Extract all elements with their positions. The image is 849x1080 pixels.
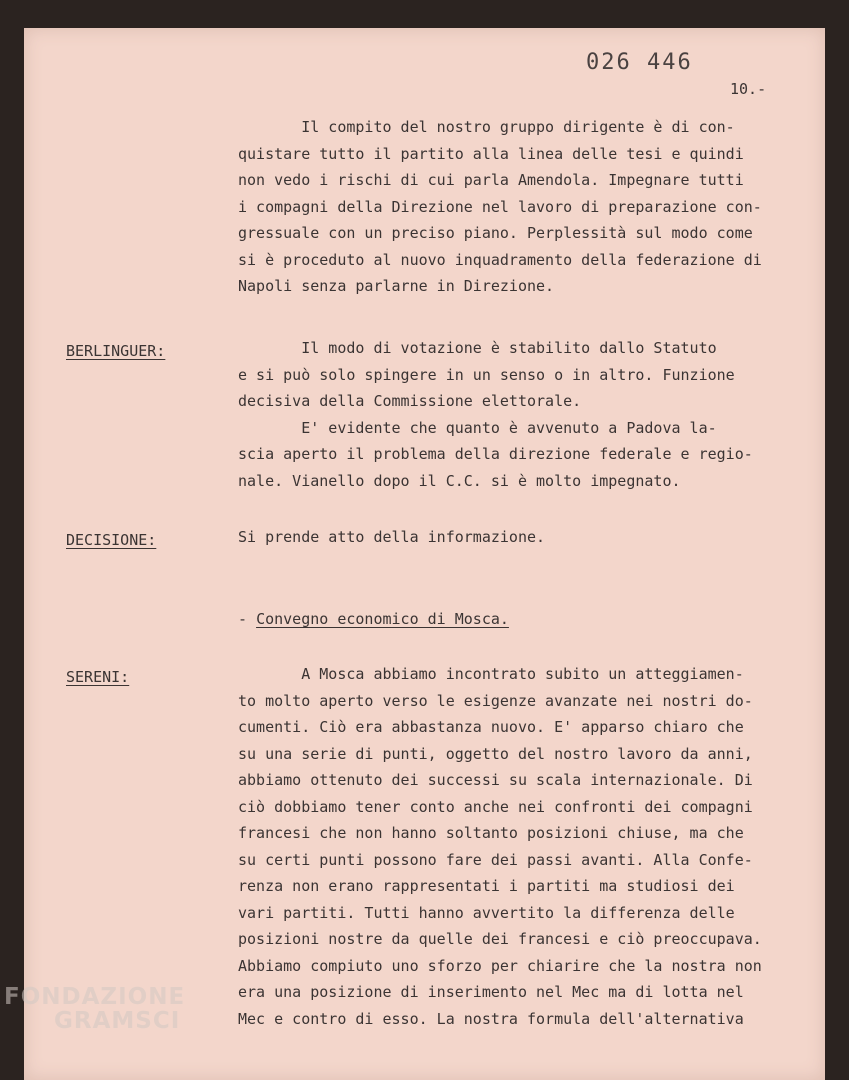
text-line: vari partiti. Tutti hanno avvertito la differenza delle: [238, 903, 735, 922]
text-line: A Mosca abbiamo incontrato subito un atteggiamen-: [238, 665, 744, 683]
text-line: nale. Vianello dopo il C.C. si è molto impegnato.: [238, 471, 681, 490]
text-line: ciò dobbiamo tener conto anche nei confronti dei compagni: [238, 797, 753, 816]
speaker-label-decisione: DECISIONE:: [66, 531, 157, 549]
paragraph-intro: [238, 114, 818, 300]
watermark-line-1: FONDAZIONE: [4, 984, 186, 1010]
text-line: i compagni della Direzione nel lavoro di preparazione con-: [238, 197, 762, 216]
text-line: Napoli senza parlarne in Direzione.: [238, 277, 555, 295]
paragraph-berlinguer: [238, 335, 818, 494]
text-line: Abbiamo compiuto uno sforzo per chiarire che la nostra non: [238, 956, 762, 975]
text-line: posizioni nostre da quelle dei francesi e ciò preoccupava.: [238, 930, 762, 948]
topic-line: [238, 606, 818, 633]
topic-title: Convegno economico di Mosca.: [256, 610, 509, 628]
text-line: su una serie di punti, oggetto del nostro lavoro da anni,: [238, 744, 753, 763]
text-line: Il compito del nostro gruppo dirigente è di con-: [238, 118, 735, 136]
text-line: cumenti. Ciò era abbastanza nuovo. E' apparso chiaro che: [238, 718, 744, 736]
text-line: scia aperto il problema della direzione federale e regio-: [238, 445, 753, 463]
fondazione-gramsci-watermark: [4, 984, 214, 1034]
text-line: e si può solo spingere in un senso o in altro. Funzione: [238, 365, 735, 384]
text-line: gressuale con un preciso piano. Perplessità sul modo come: [238, 224, 753, 242]
speaker-label-berlinguer: BERLINGUER:: [66, 342, 166, 360]
text-line: francesi che non hanno soltanto posizioni chiuse, ma che: [238, 824, 744, 842]
paragraph-decisione: [238, 524, 818, 551]
text-line: era una posizione di inserimento nel Mec ma di lotta nel: [238, 983, 744, 1001]
text-line: decisiva della Commissione elettorale.: [238, 392, 582, 410]
text-line: Si prende atto della informazione.: [238, 528, 546, 546]
text-line: quistare tutto il partito alla linea delle tesi e quindi: [238, 144, 744, 163]
text-line: non vedo i rischi di cui parla Amendola. Impegnare tutti: [238, 171, 744, 189]
text-line: renza non erano rappresentati i partiti ma studiosi dei: [238, 877, 735, 895]
watermark-line-2: GRAMSCI: [54, 1008, 181, 1034]
text-line: E' evidente che quanto è avvenuto a Padova la-: [238, 418, 717, 437]
text-line: su certi punti possono fare dei passi avanti. Alla Confe-: [238, 850, 753, 869]
text-line: Mec e contro di esso. La nostra formula dell'alternativa: [238, 1009, 744, 1028]
page-number: 10.-: [730, 80, 767, 98]
text-line: si è proceduto al nuovo inquadramento della federazione di: [238, 250, 762, 269]
text-line: Il modo di votazione è stabilito dallo Statuto: [238, 339, 717, 357]
speaker-label-sereni: SERENI:: [66, 668, 130, 686]
archive-number: 026 446: [586, 50, 693, 75]
topic-heading: [238, 606, 818, 633]
paragraph-sereni: [238, 661, 818, 1032]
text-line: to molto aperto verso le esigenze avanzate nei nostri do-: [238, 691, 753, 710]
topic-dash: -: [238, 610, 257, 628]
text-line: abbiamo ottenuto dei successi su scala internazionale. Di: [238, 771, 753, 789]
